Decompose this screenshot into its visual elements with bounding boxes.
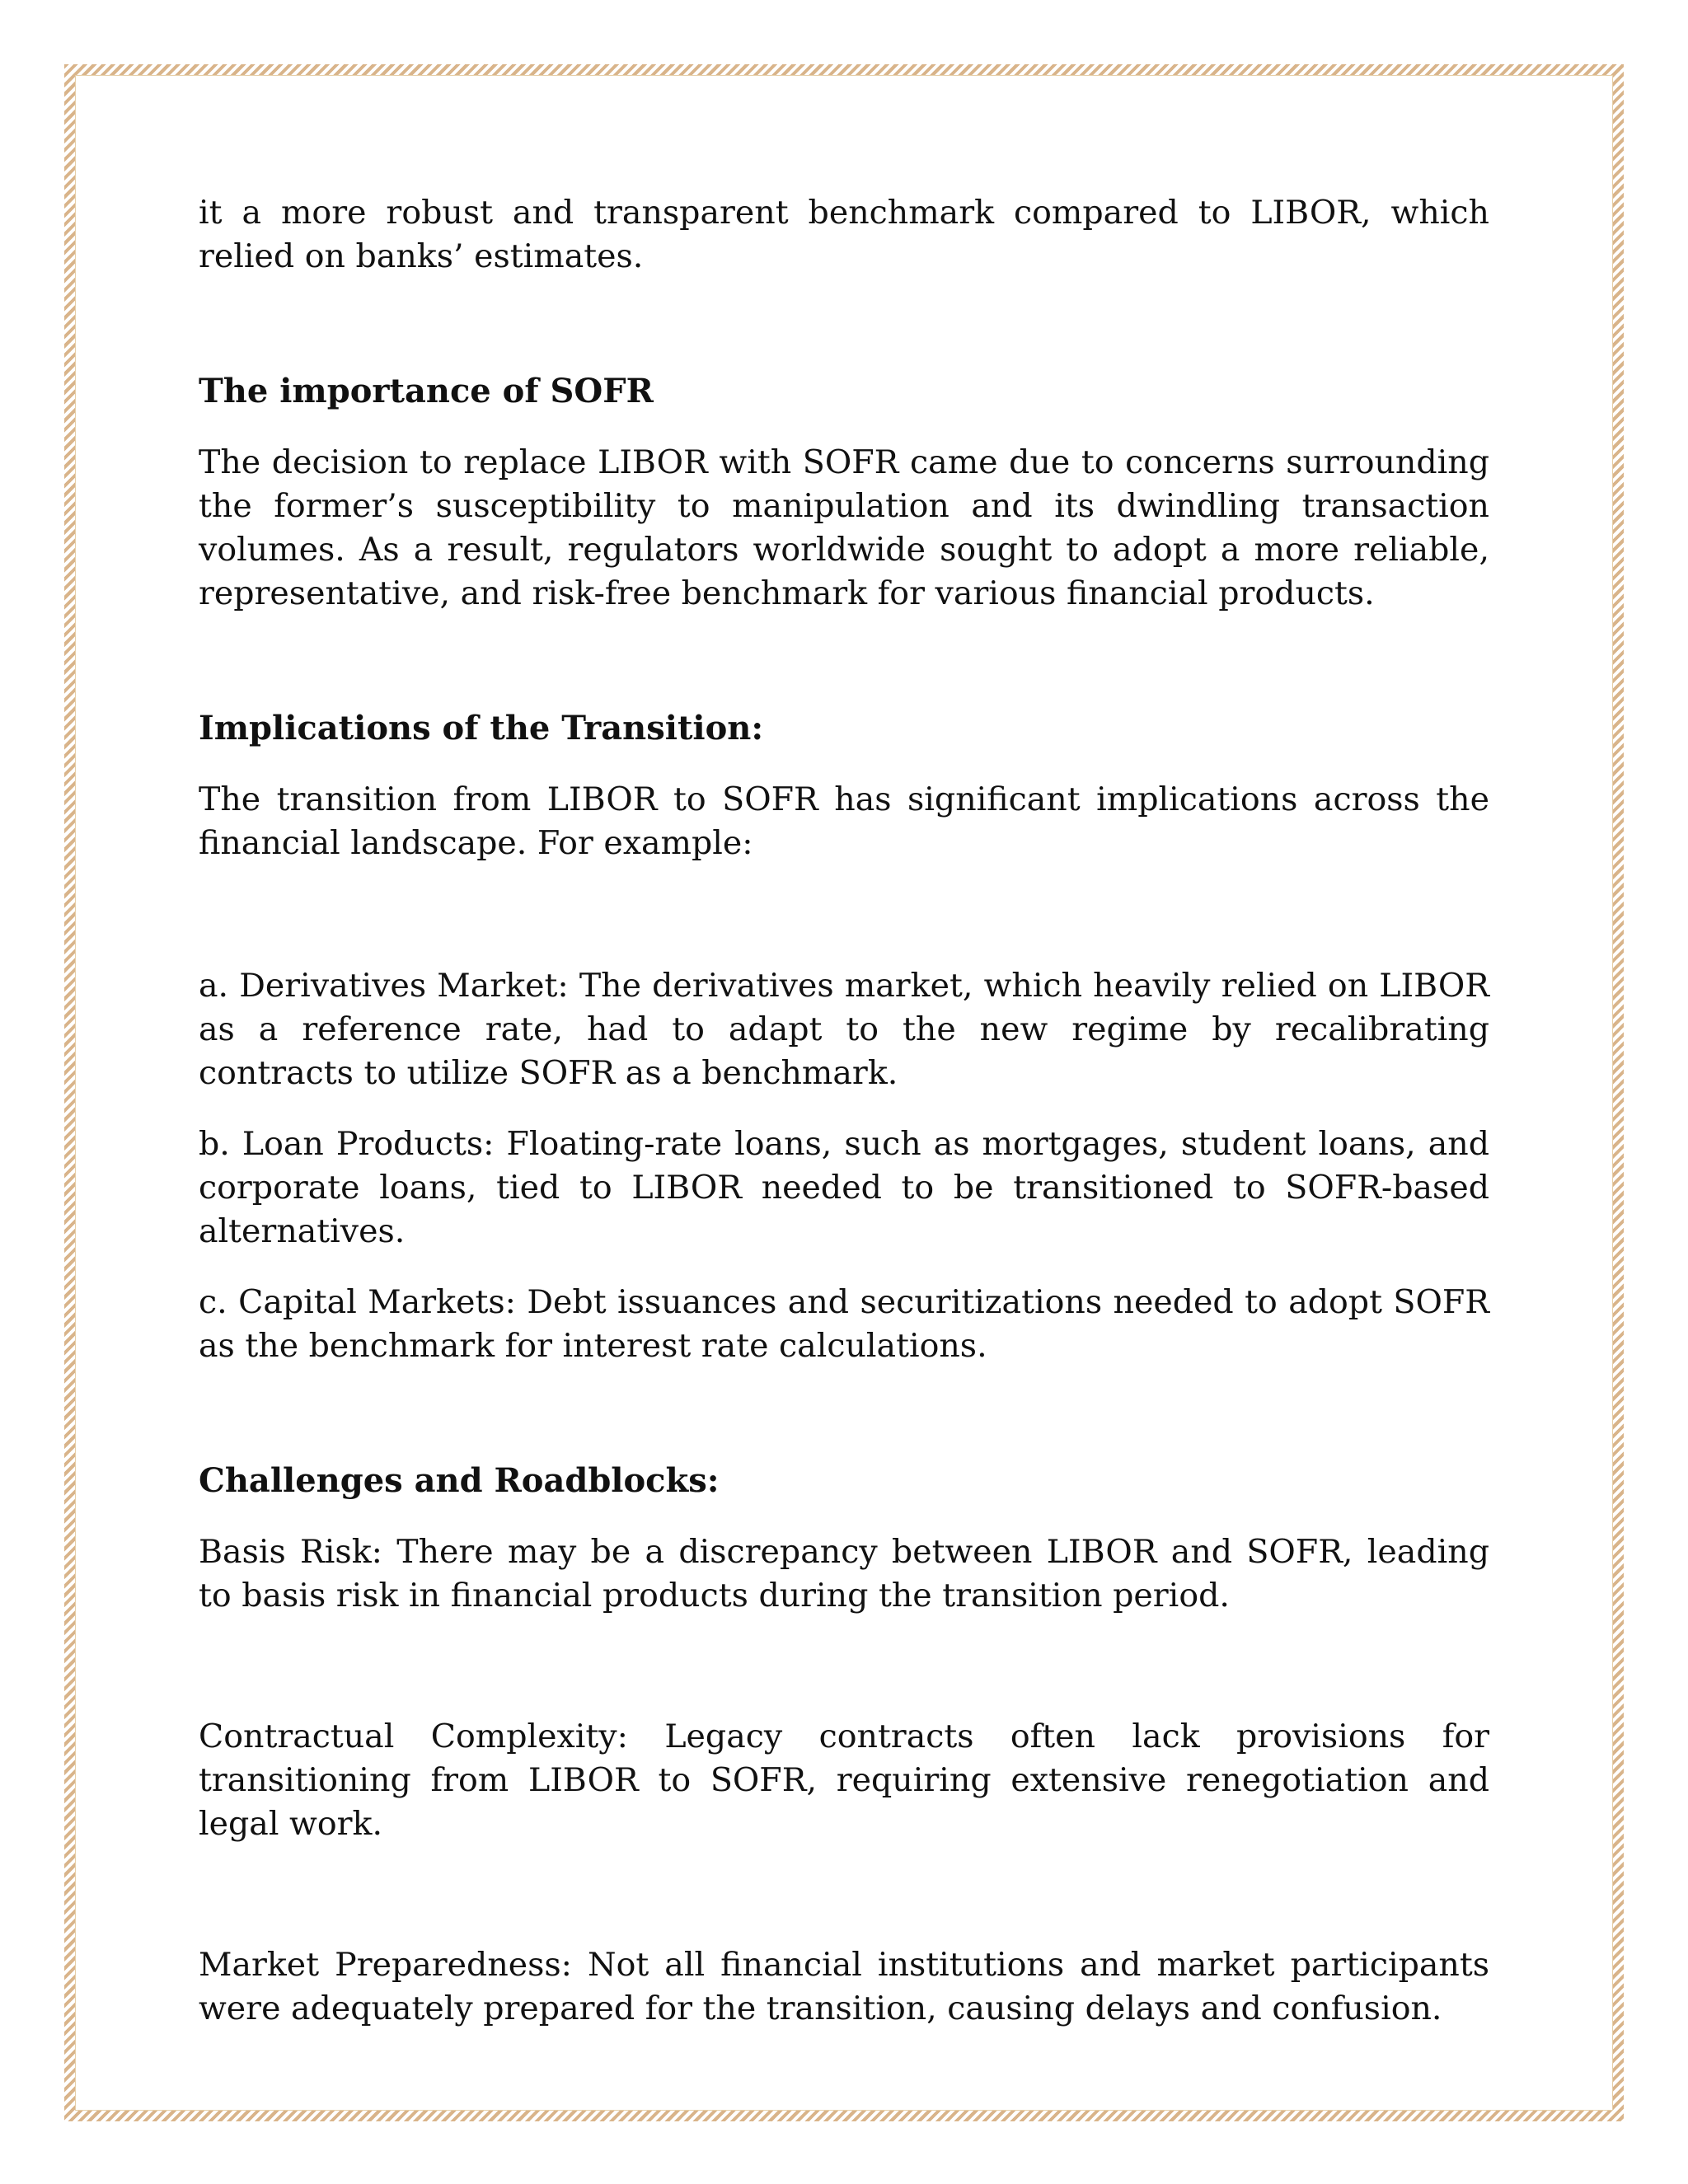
section-heading-importance-of-sofr: The importance of SOFR [199,372,654,410]
challenge-basis-risk: Basis Risk: There may be a discrepancy between LIBOR and SOFR, leading to basis risk in financial products during the transition period. [199,1533,1489,1615]
challenge-contractual-complexity: Contractual Complexity: Legacy contracts often lack provisions for transitioning from LIBOR to SOFR, requiring extensive renegotiation and legal work. [199,1718,1489,1843]
document-body [199,191,1489,2031]
section-heading-implications: Implications of the Transition: [199,709,764,748]
list-item-derivatives-market: a. Derivatives Market: The derivatives market, which heavily relied on LIBOR as a reference rate, had to adapt to the new regime by recalibrating contracts to utilize SOFR as a benchmark. [199,967,1489,1092]
list-item-capital-markets: c. Capital Markets: Debt issuances and securitizations needed to adopt SOFR as the benchmark for interest rate calculations. [199,1283,1489,1365]
section-heading-challenges: Challenges and Roadblocks: [199,1461,720,1500]
importance-paragraph: The decision to replace LIBOR with SOFR came due to concerns surrounding the former’s susceptibility to manipulation and its dwindling transaction volumes. As a result, regulators worldwide sought to adopt a more reliable, representative, and risk-free benchmark for various financial products. [199,443,1489,612]
challenge-market-preparedness: Market Preparedness: Not all financial institutions and market participants were adequately prepared for the transition, causing delays and confusion. [199,1946,1489,2027]
list-item-loan-products: b. Loan Products: Floating-rate loans, such as mortgages, student loans, and corporate loans, tied to LIBOR needed to be transitioned to SOFR-based alternatives. [199,1125,1489,1250]
intro-paragraph: it a more robust and transparent benchmark compared to LIBOR, which relied on banks’ estimates. [199,194,1489,275]
implications-paragraph: The transition from LIBOR to SOFR has significant implications across the financial landscape. For example: [199,780,1489,862]
